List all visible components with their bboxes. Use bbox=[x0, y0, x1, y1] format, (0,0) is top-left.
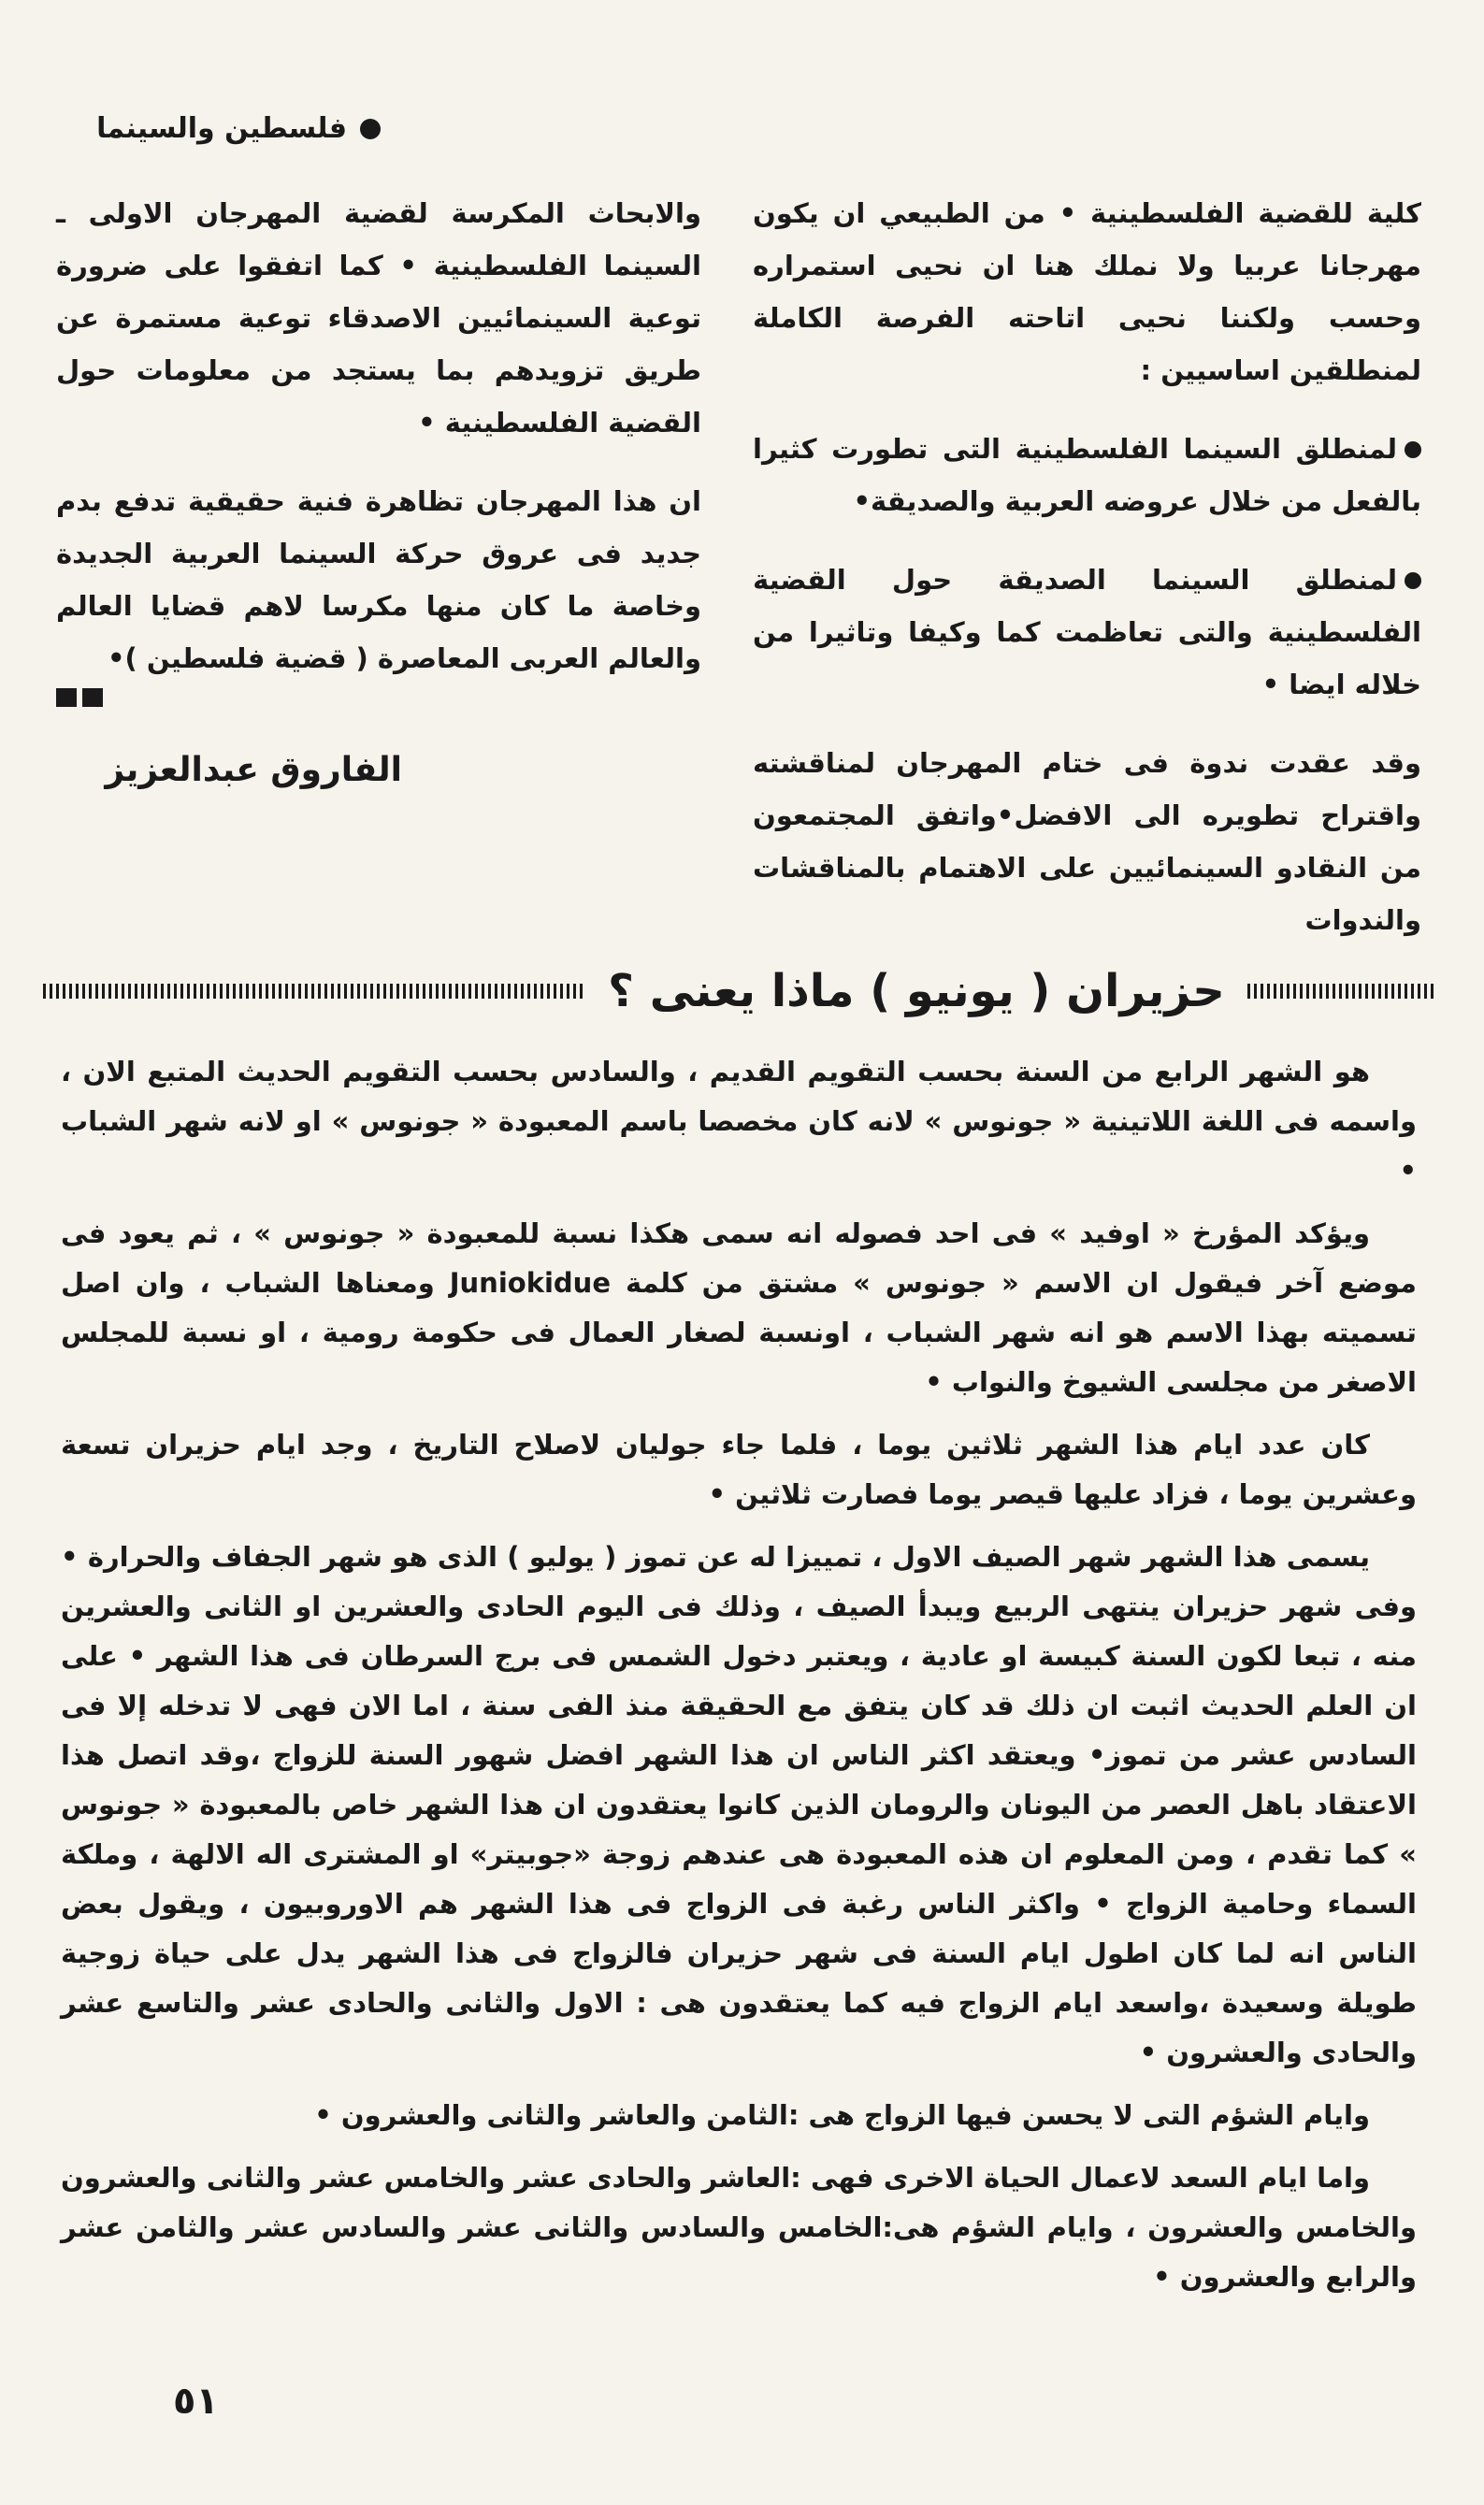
paragraph: هو الشهر الرابع من السنة بحسب التقويم القديم ، والسادس بحسب التقويم الحديث المتبع الان ، واسمه فى اللغة اللاتينية « جونوس » لانه كان مخصصا باسم المعبودة « جونوس » او لانه شهر الشباب • bbox=[61, 1056, 1417, 1187]
running-head-text: فلسطين والسينما bbox=[96, 112, 347, 145]
bullet-icon bbox=[1405, 572, 1421, 589]
paragraph: وايام الشؤم التى لا يحسن فيها الزواج هى :الثامن والعاشر والثانى والعشرون • bbox=[314, 2099, 1370, 2131]
bullet-item-text: لمنطلق السينما الفلسطينية التى تطورت كثيرا بالفعل من خلال عروضه العربية والصديقة• bbox=[753, 433, 1421, 517]
decorative-rule bbox=[43, 984, 585, 999]
author-signature: الفاروق عبدالعزيز bbox=[105, 751, 402, 789]
left-column bbox=[56, 187, 701, 797]
running-head bbox=[96, 112, 381, 145]
end-of-article-marks bbox=[56, 688, 701, 707]
page-number: ٥١ bbox=[173, 2380, 219, 2423]
paragraph: والابحاث المكرسة لقضية المهرجان الاولى ـ السينما الفلسطينية • كما اتفقوا على ضرورة توعية السينمائيين الاصدقاء توعية مستمرة عن طريق تزويدهم بما يستجد من معلومات حول القضية الفلسطينية • bbox=[56, 197, 701, 439]
paragraph: واما ايام السعد لاعمال الحياة الاخرى فهى :العاشر والحادى عشر والخامس عشر والثانى والعشرون والخامس والعشرون ، وايام الشؤم هى:الخامس والسادس والثانى عشر والسادس عشر والثامن عشر والرابع والعشرون • bbox=[61, 2162, 1417, 2293]
bullet-item bbox=[753, 423, 1421, 527]
bullet-item-text: لمنطلق السينما الصديقة حول القضية الفلسطينية والتى تعاظمت كما وكيفا وتاثيرا من خلاله ايضا • bbox=[753, 564, 1421, 700]
paragraph: ويؤكد المؤرخ « اوفيد » فى احد فصوله انه سمى هكذا نسبة للمعبودة « جونوس » ، ثم يعود فى موضع آخر فيقول ان الاسم « جونوس » مشتق من كلمة Juniokidue ومعناها الشباب ، وان اصل تسميته بهذا الاسم هو انه شهر الشباب ، اونسبة لصغار العمال فى حكومة رومية ، او نسبة للمجلس الاصغر من مجلسى الشيوخ والنواب • bbox=[61, 1217, 1417, 1398]
article-body bbox=[61, 1047, 1417, 2315]
paragraph: ان هذا المهرجان تظاهرة فنية حقيقية تدفع بدم جديد فى عروق حركة السينما العربية الجديدة وخاصة ما كان منها مكرسا لاهم قضايا العالم والعالم العربى المعاصرة ( قضية فلسطين )• bbox=[56, 485, 701, 674]
paragraph: وقد عقدت ندوة فى ختام المهرجان لمناقشته واقتراح تطويره الى الافضل•واتفق المجتمعون من النقادو السينمائيين على الاهتمام بالمناقشات والندوات bbox=[753, 747, 1421, 936]
paragraph: كان عدد ايام هذا الشهر ثلاثين يوما ، فلما جاء جوليان لاصلاح التاريخ ، وجد ايام حزيران تسعة وعشرين يوما ، فزاد عليها قيصر يوما فصارت ثلاثين • bbox=[61, 1429, 1417, 1510]
bullet-icon bbox=[1405, 441, 1421, 458]
paragraph: كلية للقضية الفلسطينية • من الطبيعي ان يكون مهرجانا عربيا ولا نملك هنا ان نحيى استمراره وحسب ولكننا نحيى اتاحته الفرصة الكاملة لمنطلقين اساسيين : bbox=[753, 197, 1421, 386]
right-column bbox=[753, 187, 1421, 972]
decorative-rule bbox=[1247, 984, 1434, 999]
article-title-row bbox=[56, 954, 1421, 1029]
bullet-item bbox=[753, 554, 1421, 711]
top-columns bbox=[56, 187, 1421, 936]
paragraph: يسمى هذا الشهر شهر الصيف الاول ، تمييزا له عن تموز ( يوليو ) الذى هو شهر الجفاف والحرارة • وفى شهر حزيران ينتهى الربيع ويبدأ الصيف ، وذلك فى اليوم الحادى والعشرين او الثانى والعشرين منه ، تبعا لكون السنة كبيسة او عادية ، ويعتبر دخول الشمس فى برج السرطان فى هذا الشهر • على ان العلم الحديث اثبت ان ذلك قد كان يتفق مع الحقيقة منذ الفى سنة ، اما الان فهى لا تدخله إلا فى السادس عشر من تموز• ويعتقد اكثر الناس ان هذا الشهر افضل شهور السنة للزواج ،وقد اتصل هذا الاعتقاد باهل العصر من اليونان والرومان الذين كانوا يعتقدون ان هذا الشهر خاص بالمعبودة « جونوس » كما تقدم ، ومن المعلوم ان هذه المعبودة هى عندهم زوجة «جوبيتر» او المشترى اله الالهة ، وملكة السماء وحامية الزواج • واكثر الناس رغبة فى الزواج فى هذا الشهر هم الاوروبيون ، ويقول بعض الناس انه لما كان اطول ايام السنة فى شهر حزيران فالزواج فى هذا الشهر يدل على حياة زوجية طويلة وسعيدة ،واسعد ايام الزواج فيه كما يعتقدون هى : الاول والثانى والحادى عشر والتاسع عشر والحادى والعشرون • bbox=[61, 1541, 1417, 2068]
bullet-icon bbox=[360, 119, 381, 139]
article-title: حزيران ( يونيو ) ماذا يعنى ؟ bbox=[608, 965, 1225, 1017]
